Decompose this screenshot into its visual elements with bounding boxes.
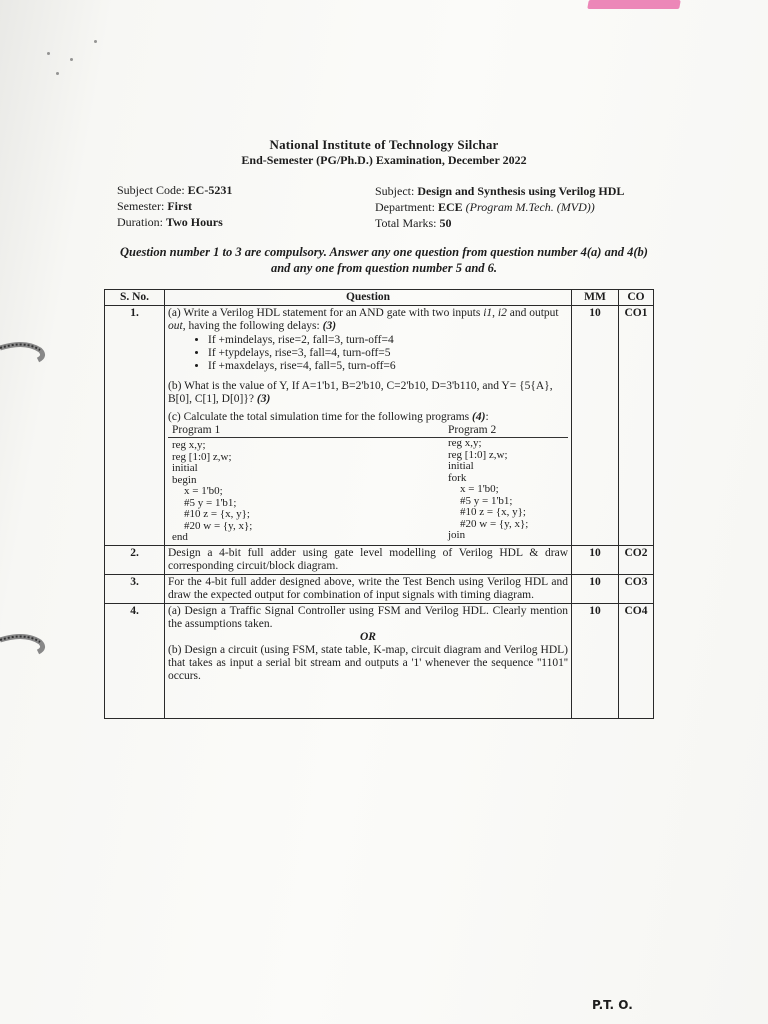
marks: (4) — [472, 411, 486, 423]
paper-speck — [94, 40, 97, 43]
list-item: • If +mindelays, rise=2, fall=3, turn-off=4 — [208, 334, 568, 347]
meta-label: Duration: — [117, 215, 166, 229]
meta-value: 50 — [439, 216, 452, 230]
question-1a — [168, 307, 568, 333]
code-line: #20 w = {y, x}; — [184, 519, 253, 532]
marks: (3) — [322, 320, 337, 332]
code-line: end — [172, 531, 188, 543]
text: , having the following delays: — [182, 320, 320, 332]
table-row — [105, 545, 654, 574]
program-1-code — [168, 438, 448, 544]
paper-speck — [56, 72, 59, 75]
question-number: 2. — [105, 545, 165, 574]
subject-name — [375, 183, 624, 199]
program-headers — [168, 424, 568, 438]
meta-left — [117, 182, 232, 230]
question-4a: (a) Design a Traffic Signal Controller using FSM and Verilog HDL. Clearly mention the assumptions taken. — [168, 604, 568, 630]
total-marks — [375, 215, 624, 231]
header-mm: MM — [572, 290, 619, 306]
binder-ring — [0, 630, 50, 656]
exam-title: End-Semester (PG/Ph.D.) Examination, December 2022 — [241, 153, 527, 167]
meta-value: Design and Synthesis using Verilog HDL — [417, 184, 625, 198]
header-question: Question — [165, 290, 572, 306]
question-table — [104, 289, 654, 719]
list-item: • If +typdelays, rise=3, fall=4, turn-off=5 — [208, 347, 568, 360]
question-1b — [168, 380, 568, 406]
text: : — [485, 411, 489, 423]
text: (c) Calculate the total simulation time for the following programs — [168, 411, 470, 423]
code-line: begin — [172, 473, 197, 486]
text: i1 — [483, 307, 493, 319]
paper-speck — [47, 52, 50, 55]
max-marks: 10 — [572, 603, 619, 718]
duration — [117, 214, 232, 230]
table-row — [105, 574, 654, 603]
code-line: #10 z = {x, y}; — [460, 506, 526, 518]
code-line: reg x,y; — [448, 437, 482, 449]
meta-value: ECE — [437, 200, 463, 214]
subject-code — [117, 182, 232, 198]
header-sno: S. No. — [105, 290, 165, 306]
question-number: 3. — [105, 574, 165, 603]
list-item: • If +maxdelays, rise=4, fall=5, turn-off=6 — [208, 360, 568, 373]
table-row — [105, 603, 654, 718]
question-3: For the 4-bit full adder designed above, write the Test Bench using Verilog HDL and draw the expected output for combination of input signals with timing diagram. — [165, 574, 572, 603]
program-listings — [168, 438, 568, 544]
code-line: initial — [448, 460, 474, 472]
meta-label: Semester: — [117, 199, 168, 213]
institute-name: National Institute of Technology Silchar — [269, 137, 499, 152]
header-co: CO — [619, 290, 654, 306]
semester — [117, 198, 232, 214]
course-outcome: CO4 — [619, 603, 654, 718]
code-line: #5 y = 1'b1; — [184, 496, 237, 509]
meta-label: Department: — [375, 200, 438, 214]
question-1c — [168, 411, 568, 424]
max-marks: 10 — [572, 306, 619, 546]
course-outcome: CO2 — [619, 545, 654, 574]
program-2-code — [448, 438, 528, 544]
delay-list — [168, 334, 568, 373]
question-1 — [165, 306, 572, 546]
code-line: join — [448, 529, 466, 541]
program-1-title: Program 1 — [172, 424, 221, 436]
department — [375, 199, 624, 215]
instructions: Question number 1 to 3 are compulsory. Answer any one question from question number 4(a) and 4(b) and any one from question number 5 and 6. — [120, 245, 648, 275]
code-line: x = 1'b0; — [460, 483, 499, 495]
program-2-title: Program 2 — [448, 424, 497, 436]
question-4b: (b) Design a circuit (using FSM, state table, K-map, circuit diagram and Verilog HDL) that takes as input a serial bit stream and outputs a '1' whenever the sequence ''1101'' occurs. — [168, 643, 568, 682]
question-number: 4. — [105, 603, 165, 718]
code-line: reg [1:0] z,w; — [448, 448, 508, 461]
meta-value: First — [167, 199, 192, 213]
question-number: 1. — [105, 306, 165, 546]
marks: (3) — [256, 393, 271, 405]
paper-speck — [70, 58, 73, 61]
table-header-row — [105, 290, 654, 306]
code-line: #10 z = {x, y}; — [184, 508, 250, 520]
meta-value: EC-5231 — [187, 183, 233, 197]
text: and output — [509, 307, 559, 319]
meta-right — [375, 183, 624, 231]
course-outcome: CO1 — [619, 306, 654, 546]
code-line: #5 y = 1'b1; — [460, 494, 513, 507]
binder-ring — [0, 338, 50, 364]
meta-label: Subject: — [375, 184, 418, 198]
max-marks: 10 — [572, 545, 619, 574]
code-line: #20 w = {y, x}; — [460, 517, 529, 530]
table-row — [105, 306, 654, 546]
code-line: fork — [448, 471, 467, 484]
or-separator: OR — [360, 630, 376, 643]
course-outcome: CO3 — [619, 574, 654, 603]
pink-highlighter-mark — [587, 0, 681, 9]
code-line: x = 1'b0; — [184, 485, 223, 497]
text: , — [492, 307, 496, 319]
max-marks: 10 — [572, 574, 619, 603]
code-line: reg [1:0] z,w; — [172, 450, 232, 463]
please-turn-over: P.T. O. — [592, 998, 633, 1012]
code-line: reg x,y; — [172, 439, 206, 451]
text: (b) What is the value of Y, If A=1'b1, B=2'b10, C=2'b10, D=3'b110, and Y= {5{A}, B[0], C[1], D[0]}? — [168, 380, 553, 405]
code-line: initial — [172, 462, 198, 474]
text: out — [168, 320, 183, 332]
meta-label: Subject Code: — [117, 183, 188, 197]
text: (a) Write a Verilog HDL statement for an AND gate with two inputs — [168, 307, 481, 319]
meta-value: Two Hours — [166, 215, 223, 229]
program-name: (Program M.Tech. (MVD)) — [465, 200, 595, 214]
meta-label: Total Marks: — [375, 216, 440, 230]
question-4 — [165, 603, 572, 718]
question-2: Design a 4-bit full adder using gate level modelling of Verilog HDL & draw corresponding circuit/block diagram. — [165, 545, 572, 574]
text: i2 — [497, 307, 507, 319]
